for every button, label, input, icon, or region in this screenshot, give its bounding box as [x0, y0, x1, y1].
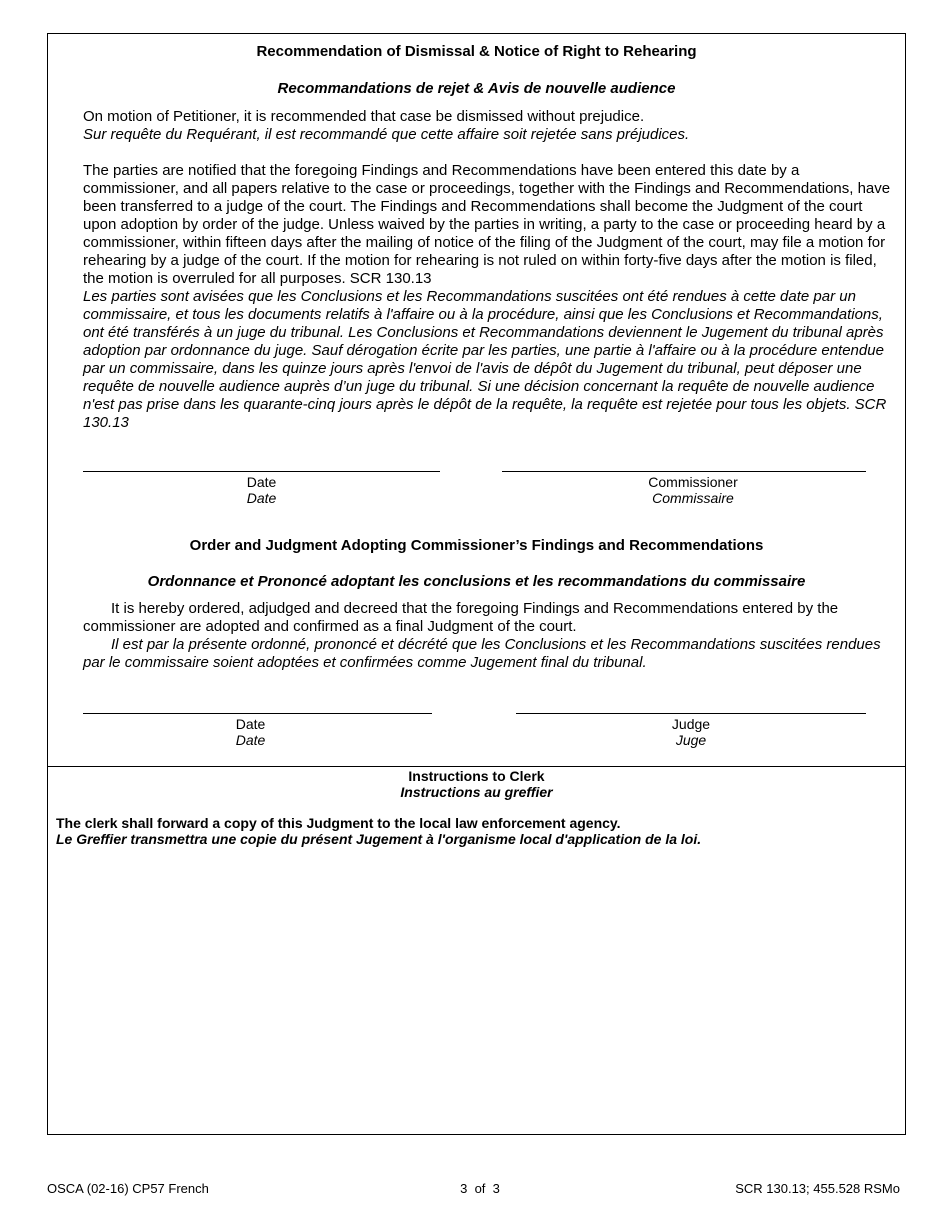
commissioner-label-fr: Commissaire: [652, 490, 734, 506]
clerk-title-fr: Instructions au greffier: [400, 784, 553, 800]
motion-text-fr: Sur requête du Requérant, il est recommandé que cette affaire soit rejetée sans préjudices.: [83, 126, 690, 143]
section-title-en: Recommendation of Dismissal & Notice of Right to Rehearing: [256, 43, 697, 60]
form-id: OSCA (02-16) CP57 French: [47, 1181, 209, 1196]
rehearing-notice: [83, 162, 893, 432]
statute-reference: SCR 130.13; 455.528 RSMo: [735, 1181, 900, 1196]
motion-text-en: On motion of Petitioner, it is recommended that case be dismissed without prejudice.: [83, 108, 645, 125]
clerk-text-en: The clerk shall forward a copy of this Judgment to the local law enforcement agency.: [56, 815, 621, 831]
order-date-label-fr: Date: [235, 732, 266, 748]
section-title-fr: Recommandations de rejet & Avis de nouvelle audience: [277, 80, 676, 97]
page-number: 3 of 3: [460, 1181, 500, 1196]
date-label: [83, 474, 440, 506]
date-label-fr: Date: [246, 490, 277, 506]
commissioner-label: [502, 474, 884, 506]
notice-text-fr: Les parties sont avisées que les Conclusions et les Recommandations suscitées ont été rendues à cette date par un commissaire, et tous les documents relatifs à l'affaire ou à la procédure, ainsi que les Conclusions et Recommandations, ont été transférés à un juge du tribunal. Les Conclusions et Recommandations deviennent le Jugement du tribunal après adoption par ordonnance du juge. Sauf dérogation écrite par les parties, une partie à l'affaire ou à la procédure entendue par un commissaire, dans les quinze jours après l'envoi de l'avis de dépôt du Jugement du tribunal, peut déposer une requête de nouvelle audience auprès d’un juge du tribunal. Si une décision concernant la requête de nouvelle audience n'est pas prise dans les quarante-cinq jours après le dépôt de la requête, la requête est rejetée pour tous les objets. SCR 130.13: [83, 288, 887, 431]
judge-label-en: Judge: [671, 716, 711, 732]
judge-label-fr: Juge: [675, 732, 707, 748]
judge-label: [516, 716, 866, 748]
clerk-title-en: Instructions to Clerk: [408, 768, 545, 784]
clerk-instructions-text: [56, 815, 896, 847]
dismissal-motion: [83, 108, 893, 144]
notice-text-en: The parties are notified that the foregoing Findings and Recommendations have been entered this date by a commissioner, and all papers relative to the case or proceedings, together with the Findings and Recommendations, have been transferred to a judge of the court. The Findings and Recommendations shall become the Judgment of the court upon adoption by order of the judge. Unless waived by the parties in writing, a party to the case or proceeding heard by a commissioner, within fifteen days after the mailing of notice of the filing of the Judgment of the court, may file a motion for rehearing by a judge of the court. If the motion for rehearing is not ruled on within forty-five days after the motion is filed, the motion is overruled for all purposes. SCR 130.13: [83, 162, 891, 287]
form-frame: [47, 33, 906, 1135]
clerk-text-fr: Le Greffier transmettra une copie du présent Jugement à l'organisme local d'application de la loi.: [56, 831, 702, 847]
order-date-label: [83, 716, 418, 748]
date-label-en: Date: [246, 474, 277, 490]
clerk-instructions-title: [48, 768, 905, 800]
order-title-en: Order and Judgment Adopting Commissioner’s Findings and Recommendations: [189, 537, 764, 554]
order-text-fr: Il est par la présente ordonné, prononcé et décrété que les Conclusions et les Recommandations suscitées rendues par le commissaire soient adoptées et confirmées comme Jugement final du tribunal.: [83, 636, 881, 671]
clerk-section-divider: [48, 766, 905, 767]
order-title-fr: Ordonnance et Prononcé adoptant les conclusions et les recommandations du commissaire: [147, 573, 806, 590]
commissioner-signature-line[interactable]: [502, 471, 866, 472]
order-text: [83, 600, 893, 672]
commissioner-label-en: Commissioner: [648, 474, 738, 490]
date-signature-line[interactable]: [83, 471, 440, 472]
order-date-label-en: Date: [235, 716, 266, 732]
order-text-en: It is hereby ordered, adjudged and decreed that the foregoing Findings and Recommendations entered by the commissioner are adopted and confirmed as a final Judgment of the court.: [83, 600, 839, 635]
judge-signature-line[interactable]: [516, 713, 866, 714]
order-date-signature-line[interactable]: [83, 713, 432, 714]
